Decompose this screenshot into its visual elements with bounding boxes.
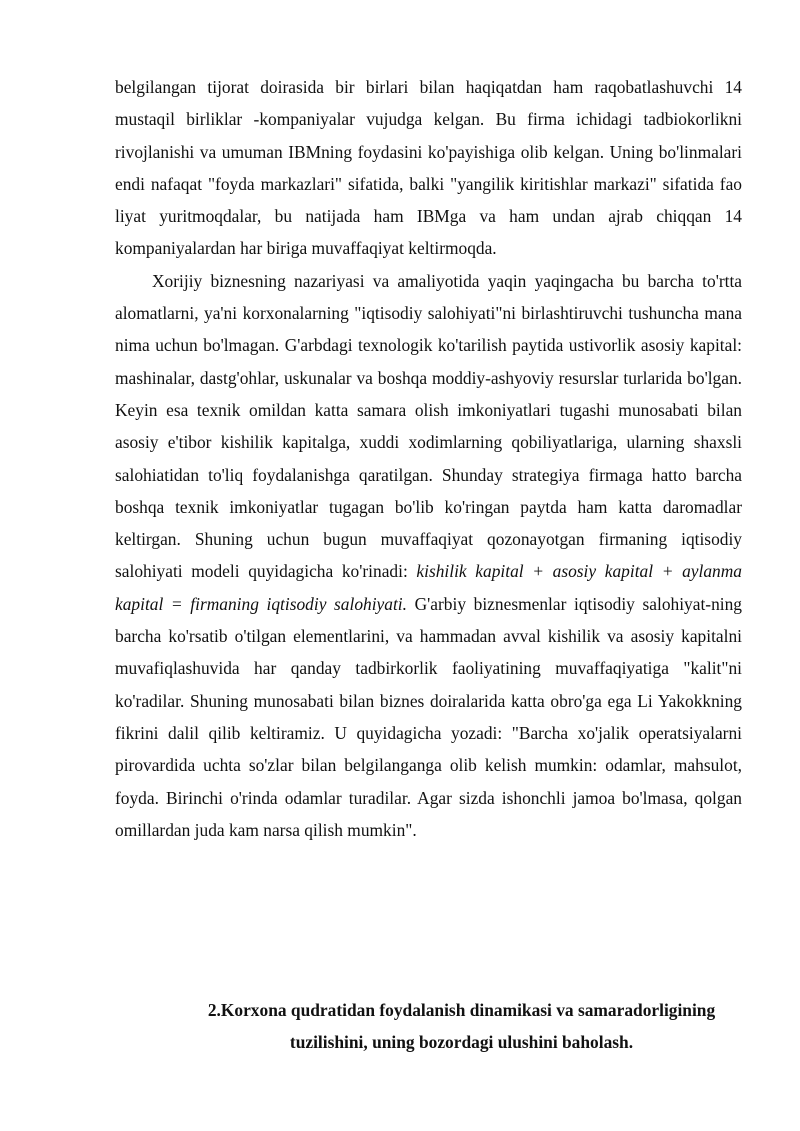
section-heading-line1: 2.Korxona qudratidan foydalanish dinamikasi va samaradorligining	[207, 1000, 716, 1020]
section-heading-line2: tuzilishini, uning bozordagi ulushini baholash.	[289, 1032, 634, 1052]
paragraph-text-part2: G'arbiy biznesmenlar iqtisodiy salohiyat-ning barcha ko'rsatib o'tilgan elementlarini, va hammadan avval kishilik va asosiy kapitalni muvafiqlashuvida har qanday tadbirkorlik faoliyatining muvaffaqiyatiga "kalit"ni ko'radilar. Shuning munosabati bilan biznes doiralarida katta obro'ga ega Li Yakokkning fikrini dalil qilib keltiramiz. U quyidagicha yozadi: "Barcha xo'jalik operatsiyalarni pirovardida uchta so'zlar bilan belgilanganga olib kelish mumkin: odamlar, mahsulot, foyda. Birinchi o'rinda odamlar turadilar. Agar sizda ishonchli jamoa bo'lmasa, qolgan omillardan juda kam narsa qilish mumkin".	[115, 593, 742, 840]
section-heading	[115, 994, 800, 1058]
paragraph-ibm-companies: belgilangan tijorat doirasida bir birlari bilan haqiqatdan ham raqobatlashuvchi 14 mustaqil birliklar -kompaniyalar vujudga kelgan. Bu firma ichidagi tadbiokorlikni rivojlanishi va umuman IBMning foydasini ko'payishiga olib kelgan. Uning bo'linmalari endi nafaqat "foyda markazlari" sifatida, balki "yangilik kiritishlar markazi" sifatida fao liyat yuritmoqdalar, bu natijada ham IBMga va ham undan ajrab chiqqan 14 kompaniyalardan har biriga muvaffaqiyat keltirmoqda.	[115, 77, 742, 259]
paragraph-text-part1: Xorijiy biznesning nazariyasi va amaliyotida yaqin yaqingacha bu barcha to'rtta alomatlarni, ya'ni korxonalarning "iqtisodiy salohiyati"ni birlashtiruvchi tushuncha mana nima uchun bo'lmagan. G'arbdagi texnologik ko'tarilish paytida ustivorlik asosiy kapital: mashinalar, dastg'ohlar, uskunalar va boshqa moddiy-ashyoviy resurslar turlarida bo'lgan. Keyin esa texnik omildan katta samara olish imkoniyatlari tugashi munosabati bilan asosiy e'tibor kishilik kapitalga, xuddi xodimlarning qobiliyatlariga, ularning shaxsli salohiatidan to'liq foydalanishga qaratilgan. Shunday strategiya firmaga hatto barcha boshqa texnik imkoniyatlar tugagan bo'lib ko'ringan paytda ham katta daromadlar keltirgan. Shuning uchun bugun muvaffaqiyat qozonayotgan firmaning iqtisodiy salohiyati modeli quyidagicha ko'rinadi:	[115, 270, 742, 582]
document-body	[115, 71, 742, 846]
potential-formula: kishilik kapital + asosiy kapital + aylanma kapital = firmaning iqtisodiy salohiyati.	[115, 561, 742, 614]
paragraph-economic-potential	[115, 265, 742, 846]
